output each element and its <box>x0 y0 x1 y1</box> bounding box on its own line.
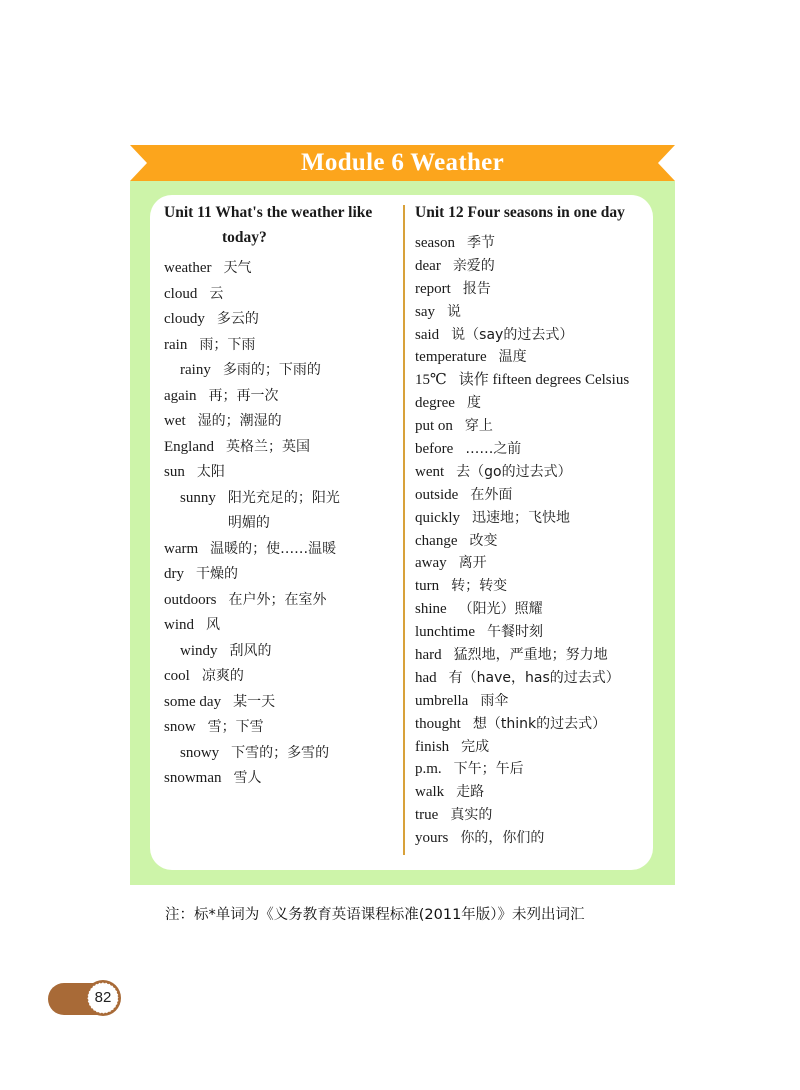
vocab-word: before <box>415 441 454 458</box>
unit-11-heading-line2: today? <box>222 229 267 246</box>
vocab-word: snow <box>164 719 196 735</box>
vocab-meaning: 说 <box>447 303 461 320</box>
vocab-word: 15℃ <box>415 372 447 389</box>
vocab-word: put on <box>415 418 453 435</box>
vocab-meaning: 完成 <box>461 738 490 755</box>
vocab-word: dear <box>415 257 441 274</box>
vocab-entry <box>415 507 655 530</box>
vocab-meaning: 再；再一次 <box>208 387 279 404</box>
vocab-meaning: 雨伞 <box>480 692 509 709</box>
vocab-word: temperature <box>415 349 487 366</box>
unit-11-heading <box>164 200 399 250</box>
vocab-meaning: 温度 <box>498 349 527 366</box>
vocab-meaning: ……之前 <box>465 441 522 458</box>
page-number: 82 <box>94 989 112 1006</box>
vocab-entry <box>415 644 655 667</box>
vocab-entry <box>415 552 655 575</box>
vocab-meaning: 季节 <box>467 235 495 251</box>
vocab-meaning: 说（say的过去式） <box>451 326 574 343</box>
vocab-meaning: 想（think的过去式） <box>472 715 607 732</box>
vocab-entry <box>164 486 399 537</box>
vocab-meaning: 你的，你们的 <box>460 830 545 847</box>
vocab-meaning: 改变 <box>469 532 498 549</box>
vocab-entry <box>164 690 399 716</box>
vocab-meaning: 有（have，has的过去式） <box>448 669 620 686</box>
vocab-entry <box>415 255 655 278</box>
vocab-meaning: 某一天 <box>233 693 276 710</box>
unit-12-column <box>415 200 655 850</box>
vocab-word: wind <box>164 617 194 633</box>
vocab-entry <box>415 736 655 759</box>
vocab-word: yours <box>415 830 449 847</box>
vocab-meaning: 刮风的 <box>229 642 272 659</box>
vocab-meaning: 在户外；在室外 <box>228 591 327 608</box>
vocab-word: report <box>415 280 451 297</box>
column-divider <box>403 205 405 855</box>
vocab-word: turn <box>415 578 440 595</box>
vocab-entry <box>415 804 655 827</box>
vocab-word: rainy <box>180 362 211 378</box>
vocab-entry <box>164 358 399 384</box>
vocab-meaning: 猛烈地，严重地；努力地 <box>453 647 608 664</box>
vocab-word: windy <box>180 642 218 659</box>
vocab-entry <box>415 369 655 392</box>
vocab-entry <box>164 562 399 588</box>
vocab-word: had <box>415 669 437 686</box>
vocab-word: said <box>415 326 440 343</box>
vocab-word: warm <box>164 540 199 557</box>
vocab-entry <box>415 346 655 369</box>
vocab-entry <box>415 621 655 644</box>
vocab-entry <box>415 598 655 621</box>
vocab-word: finish <box>415 738 450 755</box>
vocab-word: thought <box>415 715 461 732</box>
vocab-meaning: 下雪的；多雪的 <box>231 744 330 761</box>
vocab-word: away <box>415 555 447 572</box>
vocab-meaning: 凉爽的 <box>201 668 244 684</box>
vocab-word: degree <box>415 395 455 412</box>
vocab-word: went <box>415 463 445 480</box>
vocab-meaning: 雨；下雨 <box>199 336 256 353</box>
vocab-word: p.m. <box>415 761 442 778</box>
vocab-entry <box>164 639 399 665</box>
vocab-meaning: 午餐时刻 <box>487 624 543 641</box>
vocab-word: lunchtime <box>415 624 475 641</box>
vocab-meaning: 干燥的 <box>196 566 238 582</box>
vocab-word: sunny <box>180 489 216 506</box>
vocab-entry <box>164 435 399 461</box>
vocab-meaning: （阳光）照耀 <box>458 601 543 618</box>
vocab-meaning: 雪；下雪 <box>207 719 264 735</box>
vocab-entry <box>415 232 655 255</box>
vocab-word: true <box>415 807 439 824</box>
unit-12-heading: Unit 12 Four seasons in one day <box>415 204 625 221</box>
vocab-entry <box>164 384 399 410</box>
unit-11-column <box>164 200 399 792</box>
vocab-entry <box>415 438 655 461</box>
vocab-entry <box>415 461 655 484</box>
vocab-meaning: 报告 <box>462 280 491 297</box>
vocab-entry <box>164 741 399 767</box>
vocab-word: season <box>415 235 455 251</box>
vocab-meaning: 去（go的过去式） <box>456 463 572 480</box>
vocab-word: some day <box>164 693 222 710</box>
vocab-meaning: 迅速地；飞快地 <box>472 509 570 526</box>
vocab-word: rain <box>164 336 188 353</box>
vocab-entry <box>164 409 399 435</box>
vocab-meaning: 雪人 <box>233 770 262 786</box>
vocab-entry <box>415 301 655 324</box>
vocab-meaning: 风 <box>206 617 220 633</box>
vocab-entry <box>415 827 655 850</box>
vocab-meaning: 读作 fifteen degrees Celsius <box>458 372 630 389</box>
vocab-entry <box>415 415 655 438</box>
vocab-meaning: 湿的；潮湿的 <box>197 413 282 429</box>
vocab-word: cloud <box>164 285 198 302</box>
vocab-word: say <box>415 303 435 320</box>
vocab-meaning: 云 <box>209 285 224 302</box>
vocab-entry <box>164 282 399 308</box>
vocab-word: again <box>164 387 197 404</box>
page-number-badge <box>84 979 122 1017</box>
vocab-word: walk <box>415 784 445 801</box>
vocab-entry <box>164 537 399 563</box>
vocab-word: umbrella <box>415 692 469 709</box>
vocab-entry <box>415 324 655 347</box>
vocab-entry <box>164 613 399 639</box>
vocab-word: outdoors <box>164 591 217 608</box>
vocab-entry <box>164 766 399 792</box>
vocab-meaning: 在外面 <box>470 486 513 503</box>
vocab-meaning: 走路 <box>456 784 485 801</box>
vocab-entry <box>164 333 399 359</box>
vocab-meaning: 阳光充足的；阳光明媚的 <box>227 489 340 531</box>
vocab-entry <box>164 460 399 486</box>
vocab-entry <box>415 530 655 553</box>
vocab-meaning: 度 <box>466 395 481 412</box>
vocab-word: England <box>164 438 214 455</box>
vocab-word: shine <box>415 601 447 618</box>
vocab-entry <box>164 715 399 741</box>
module-banner <box>130 145 675 181</box>
vocab-word: wet <box>164 413 186 429</box>
vocab-meaning: 多雨的；下雨的 <box>222 362 321 378</box>
vocab-meaning: 亲爱的 <box>452 257 495 274</box>
vocab-word: hard <box>415 647 442 664</box>
vocab-entry <box>415 713 655 736</box>
vocab-word: cool <box>164 668 190 684</box>
vocab-entry <box>415 690 655 713</box>
vocab-entry <box>415 781 655 804</box>
vocab-entry <box>415 667 655 690</box>
vocab-word: quickly <box>415 509 460 526</box>
vocab-meaning: 离开 <box>458 555 487 572</box>
vocab-entry <box>415 575 655 598</box>
vocab-word: snowman <box>164 770 222 786</box>
vocab-meaning: 下午；午后 <box>453 761 524 778</box>
vocab-entry <box>164 256 399 282</box>
vocab-meaning: 转；转变 <box>451 578 508 595</box>
vocab-entry <box>164 664 399 690</box>
vocab-word: outside <box>415 486 459 503</box>
vocab-word: cloudy <box>164 311 205 327</box>
vocab-meaning: 太阳 <box>196 464 225 480</box>
vocab-entry <box>164 588 399 614</box>
vocab-entry <box>415 484 655 507</box>
vocab-word: change <box>415 532 458 549</box>
vocab-entry <box>415 758 655 781</box>
vocab-word: dry <box>164 566 184 582</box>
vocab-word: snowy <box>180 744 220 761</box>
vocab-entry <box>415 392 655 415</box>
vocab-meaning: 英格兰；英国 <box>226 438 310 455</box>
vocab-entry <box>164 307 399 333</box>
footnote: 注：标*单词为《义务教育英语课程标准(2011年版）》未列出词汇 <box>165 907 585 923</box>
vocab-word: weather <box>164 260 212 276</box>
vocab-meaning: 温暖的；使……温暖 <box>210 540 337 557</box>
vocab-word: sun <box>164 464 185 480</box>
vocab-meaning: 穿上 <box>464 418 493 435</box>
vocab-meaning: 天气 <box>223 260 252 276</box>
vocab-entry <box>415 278 655 301</box>
unit-11-heading-line1: Unit 11 What's the weather like <box>164 204 373 221</box>
module-title: Module 6 Weather <box>301 149 504 176</box>
vocab-meaning: 多云的 <box>216 311 259 327</box>
vocab-meaning: 真实的 <box>450 807 493 824</box>
